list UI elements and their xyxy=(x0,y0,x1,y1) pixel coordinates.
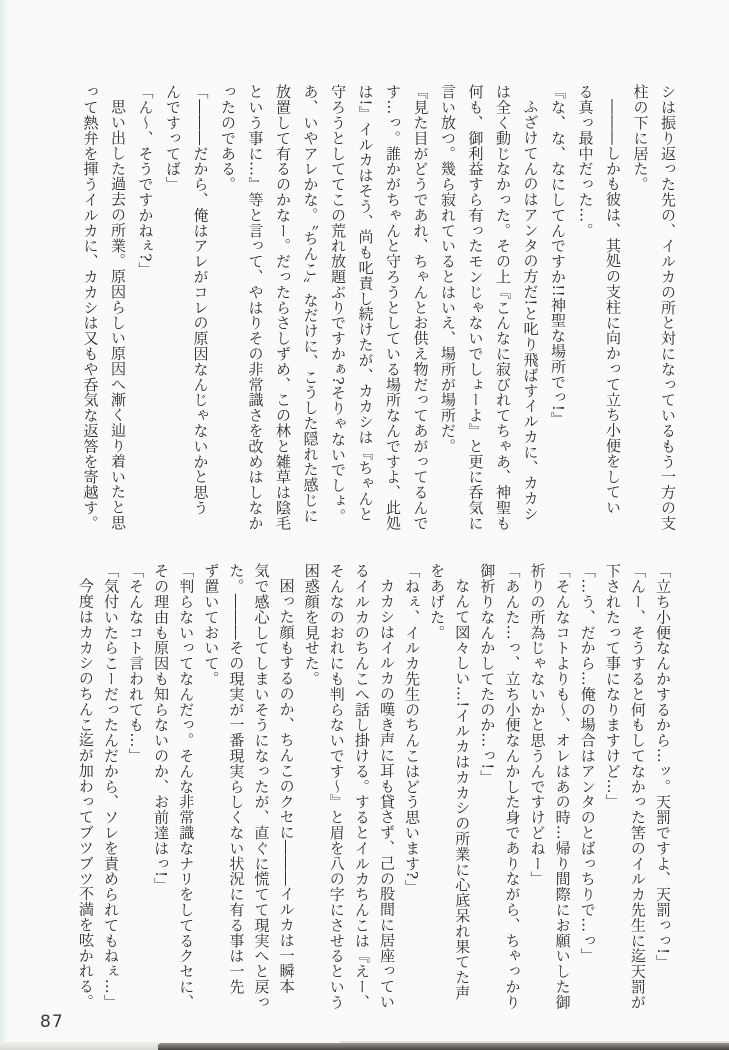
text-line: カカシはイルカの嘆き声に耳も貸さず、己の股間に居座ってい xyxy=(377,578,396,1010)
scan-edge-left-tint xyxy=(0,0,8,1050)
text-line: す…っ。誰かがちゃんと守ろうとしている場所なんですよ、此処 xyxy=(384,84,402,531)
text-line: ―――しかも彼は、其処の支柱に向かって立ち小便をしてい xyxy=(604,99,622,515)
text-line: 『見た目がどうであれ、ちゃんとお供え物だってあがってるんで xyxy=(411,84,430,531)
text-line: 放置して有るのかなー。だったらさしずめ、この林と雑草は陰毛 xyxy=(274,84,292,531)
text-line: 「―――だから、俺はアレがコレの原因なんじゃないかと思う xyxy=(191,84,210,516)
text-line: ず置いておいて。 xyxy=(202,563,221,687)
text-line: 「気付いたらこーだったんだから、ソレを責められてもねぇ…」 xyxy=(101,563,120,1010)
text-line: 下されたって事になりますけど…」 xyxy=(603,563,622,810)
text-line: 「判らないってなんだっ。そんな非常識なナリをしてるクセに、 xyxy=(177,563,196,1010)
text-line: ふざけてんのはアンタの方だ!と叱り飛ばすイルカに、カカシ xyxy=(521,99,540,522)
text-line: 困惑顔を見せた。 xyxy=(302,563,321,687)
text-line: 「ねぇ、イルカ先生のちんこはどう思います?」 xyxy=(403,563,422,895)
text-line: 「…う、だから…俺の場合はアンタのとばっちりで…っ」 xyxy=(578,563,597,964)
text-line: 言い放つ。幾ら寂れているとはいえ、場所が場所だ。 xyxy=(439,84,457,454)
text-line: ったのである。 xyxy=(219,84,237,192)
text-line: 『な、な、なにしてんですか!!神聖な場所でっ!』 xyxy=(549,84,567,427)
text-line: 「そんなコト言われても…」 xyxy=(127,563,146,764)
text-block-bottom xyxy=(73,563,675,1015)
page-number: 87 xyxy=(40,1012,64,1032)
text-block-top xyxy=(76,84,681,536)
text-line: その理由も原因も知らないのか、お前達はっ!」 xyxy=(152,563,171,893)
text-line: 今度はカカシのちんこ迄が加わってブツブツ不満を呟かれる。 xyxy=(76,578,95,1010)
text-line: 祈りの所為じゃないかと思うんですけどねー」 xyxy=(528,563,547,887)
text-line: は!』イルカはそう、尚も叱責し続けたが、カカシは『ちゃんと xyxy=(356,84,375,522)
text-line: シは振り返った先の、イルカの所と対になっているもう一方の支 xyxy=(659,84,677,531)
text-line: 困った顔もするのか、ちんこのクセに―――イルカは一瞬本 xyxy=(277,578,296,994)
scan-edge-bottom-bar xyxy=(158,1043,729,1050)
text-line: 御祈りなんかしてたのか…っ!」 xyxy=(478,563,497,786)
text-line: をあげた。 xyxy=(428,563,447,640)
text-line: 「んー、そうすると何もしてなかった筈のイルカ先生に迄天罰が xyxy=(628,563,647,1010)
text-line: なんて図々しい…!イルカはカカシの所業に心底呆れ果てた声 xyxy=(453,578,472,1001)
text-line: 「そんなコトよりも〜、オレはあの時…帰り間際にお願いした御 xyxy=(553,563,572,1010)
scan-edge-bottom-left xyxy=(0,1042,158,1050)
text-line: って熱弁を揮うイルカに、カカシは又もや呑気な返答を寄越す。 xyxy=(81,84,100,531)
text-line: あ、いやアレかな。〝ちんこ〟なだけに、こうした隠れた感じに xyxy=(301,84,320,524)
text-line: 気で感心してしまいそうになったが、直ぐに慌てて現実へと戻っ xyxy=(252,563,271,1010)
text-line: た。―――その現実が一番現実らしくない状況に有る事は一先 xyxy=(227,563,246,995)
text-line: 柱の下に居た。 xyxy=(631,84,650,192)
text-line: は全く動じなかった。その上『こんなに寂びれてちゃあ、神聖も xyxy=(494,84,512,531)
text-line: という事に…』等と言って、やはりその非常識さを改めはしなか xyxy=(246,84,265,531)
text-line: 何も、御利益すら有ったモンじゃないでしょーよ』と更に呑気に xyxy=(466,84,485,531)
text-line: 「ん〜、そうですかねぇ?」 xyxy=(136,84,155,278)
text-line: 「立ち小便なんかするから…ッ。天罰ですよ、天罰っっ!」 xyxy=(654,563,672,970)
text-line: るイルカのちんこへ話し掛ける。するとイルカちんこは『えー、 xyxy=(352,563,371,1010)
text-line: 思い出した過去の所業。原因らしい原因へ漸く辿り着いたと思 xyxy=(109,99,127,531)
text-line: 「あんた…っ、立ち小便なんかした身でありながら、ちゃっかり xyxy=(503,563,522,1010)
text-line: んですってば」 xyxy=(164,84,182,192)
text-line: る真っ最中だった…。 xyxy=(576,84,595,238)
text-line: そんなのおれにも判らないです〜』と眉を八の字にさせるという xyxy=(327,563,346,1010)
text-line: 守ろうとしててこの荒れ放題ぶりですかぁ?そりゃないでしょ。 xyxy=(329,84,347,524)
